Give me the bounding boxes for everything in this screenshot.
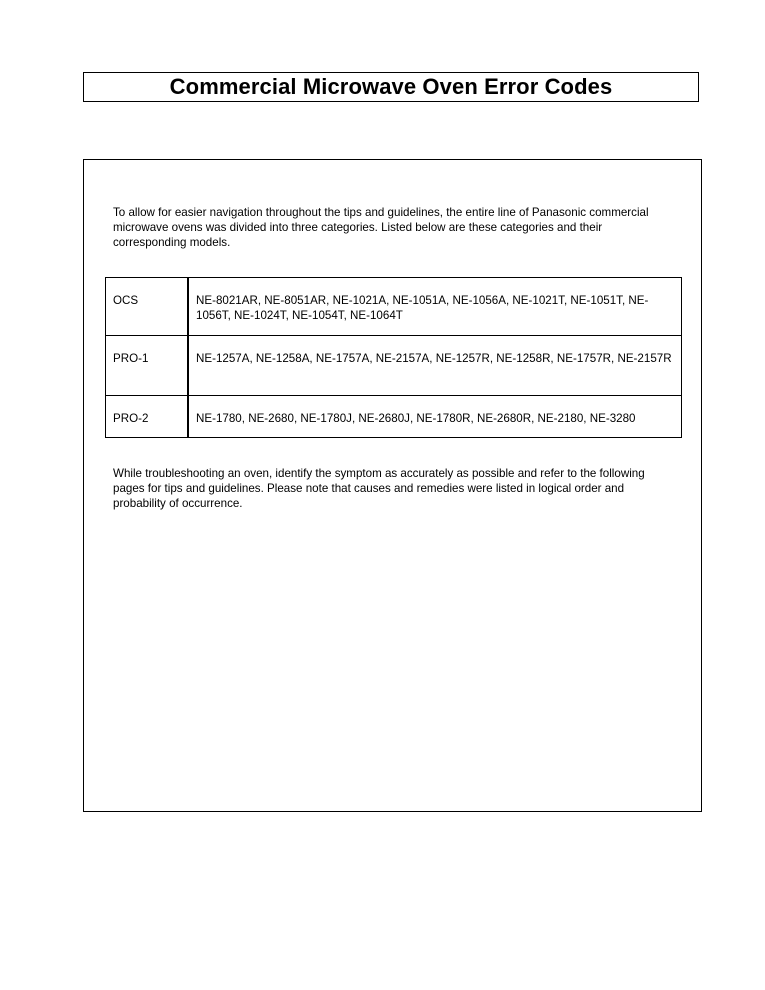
category-models: NE-8021AR, NE-8051AR, NE-1021A, NE-1051A, NE-1056A, NE-1021T, NE-1051T, NE-1056T, NE-1024T, NE-1054T, NE-1064T bbox=[188, 278, 682, 336]
page-title: Commercial Microwave Oven Error Codes bbox=[169, 74, 613, 99]
category-name: OCS bbox=[106, 278, 189, 336]
category-models: NE-1257A, NE-1258A, NE-1757A, NE-2157A, NE-1257R, NE-1258R, NE-1757R, NE-2157R bbox=[188, 336, 682, 396]
category-models: NE-1780, NE-2680, NE-1780J, NE-2680J, NE-1780R, NE-2680R, NE-2180, NE-3280 bbox=[188, 396, 682, 438]
table-row bbox=[106, 278, 682, 336]
outro-paragraph: While troubleshooting an oven, identify the symptom as accurately as possible and refer to the following pages for tips and guidelines. Please note that causes and remedies were listed in logical order and probability of occurrence. bbox=[113, 467, 645, 510]
category-table bbox=[105, 277, 682, 438]
table-row bbox=[106, 396, 682, 438]
category-name: PRO-1 bbox=[106, 336, 189, 396]
intro-paragraph: To allow for easier navigation throughout the tips and guidelines, the entire line of Panasonic commercial microwave ovens was divided into three categories. Listed below are these categories and their corresponding models. bbox=[113, 206, 649, 249]
title-box bbox=[83, 72, 699, 102]
category-name: PRO-2 bbox=[106, 396, 189, 438]
content-box bbox=[83, 159, 702, 812]
table-row bbox=[106, 336, 682, 396]
